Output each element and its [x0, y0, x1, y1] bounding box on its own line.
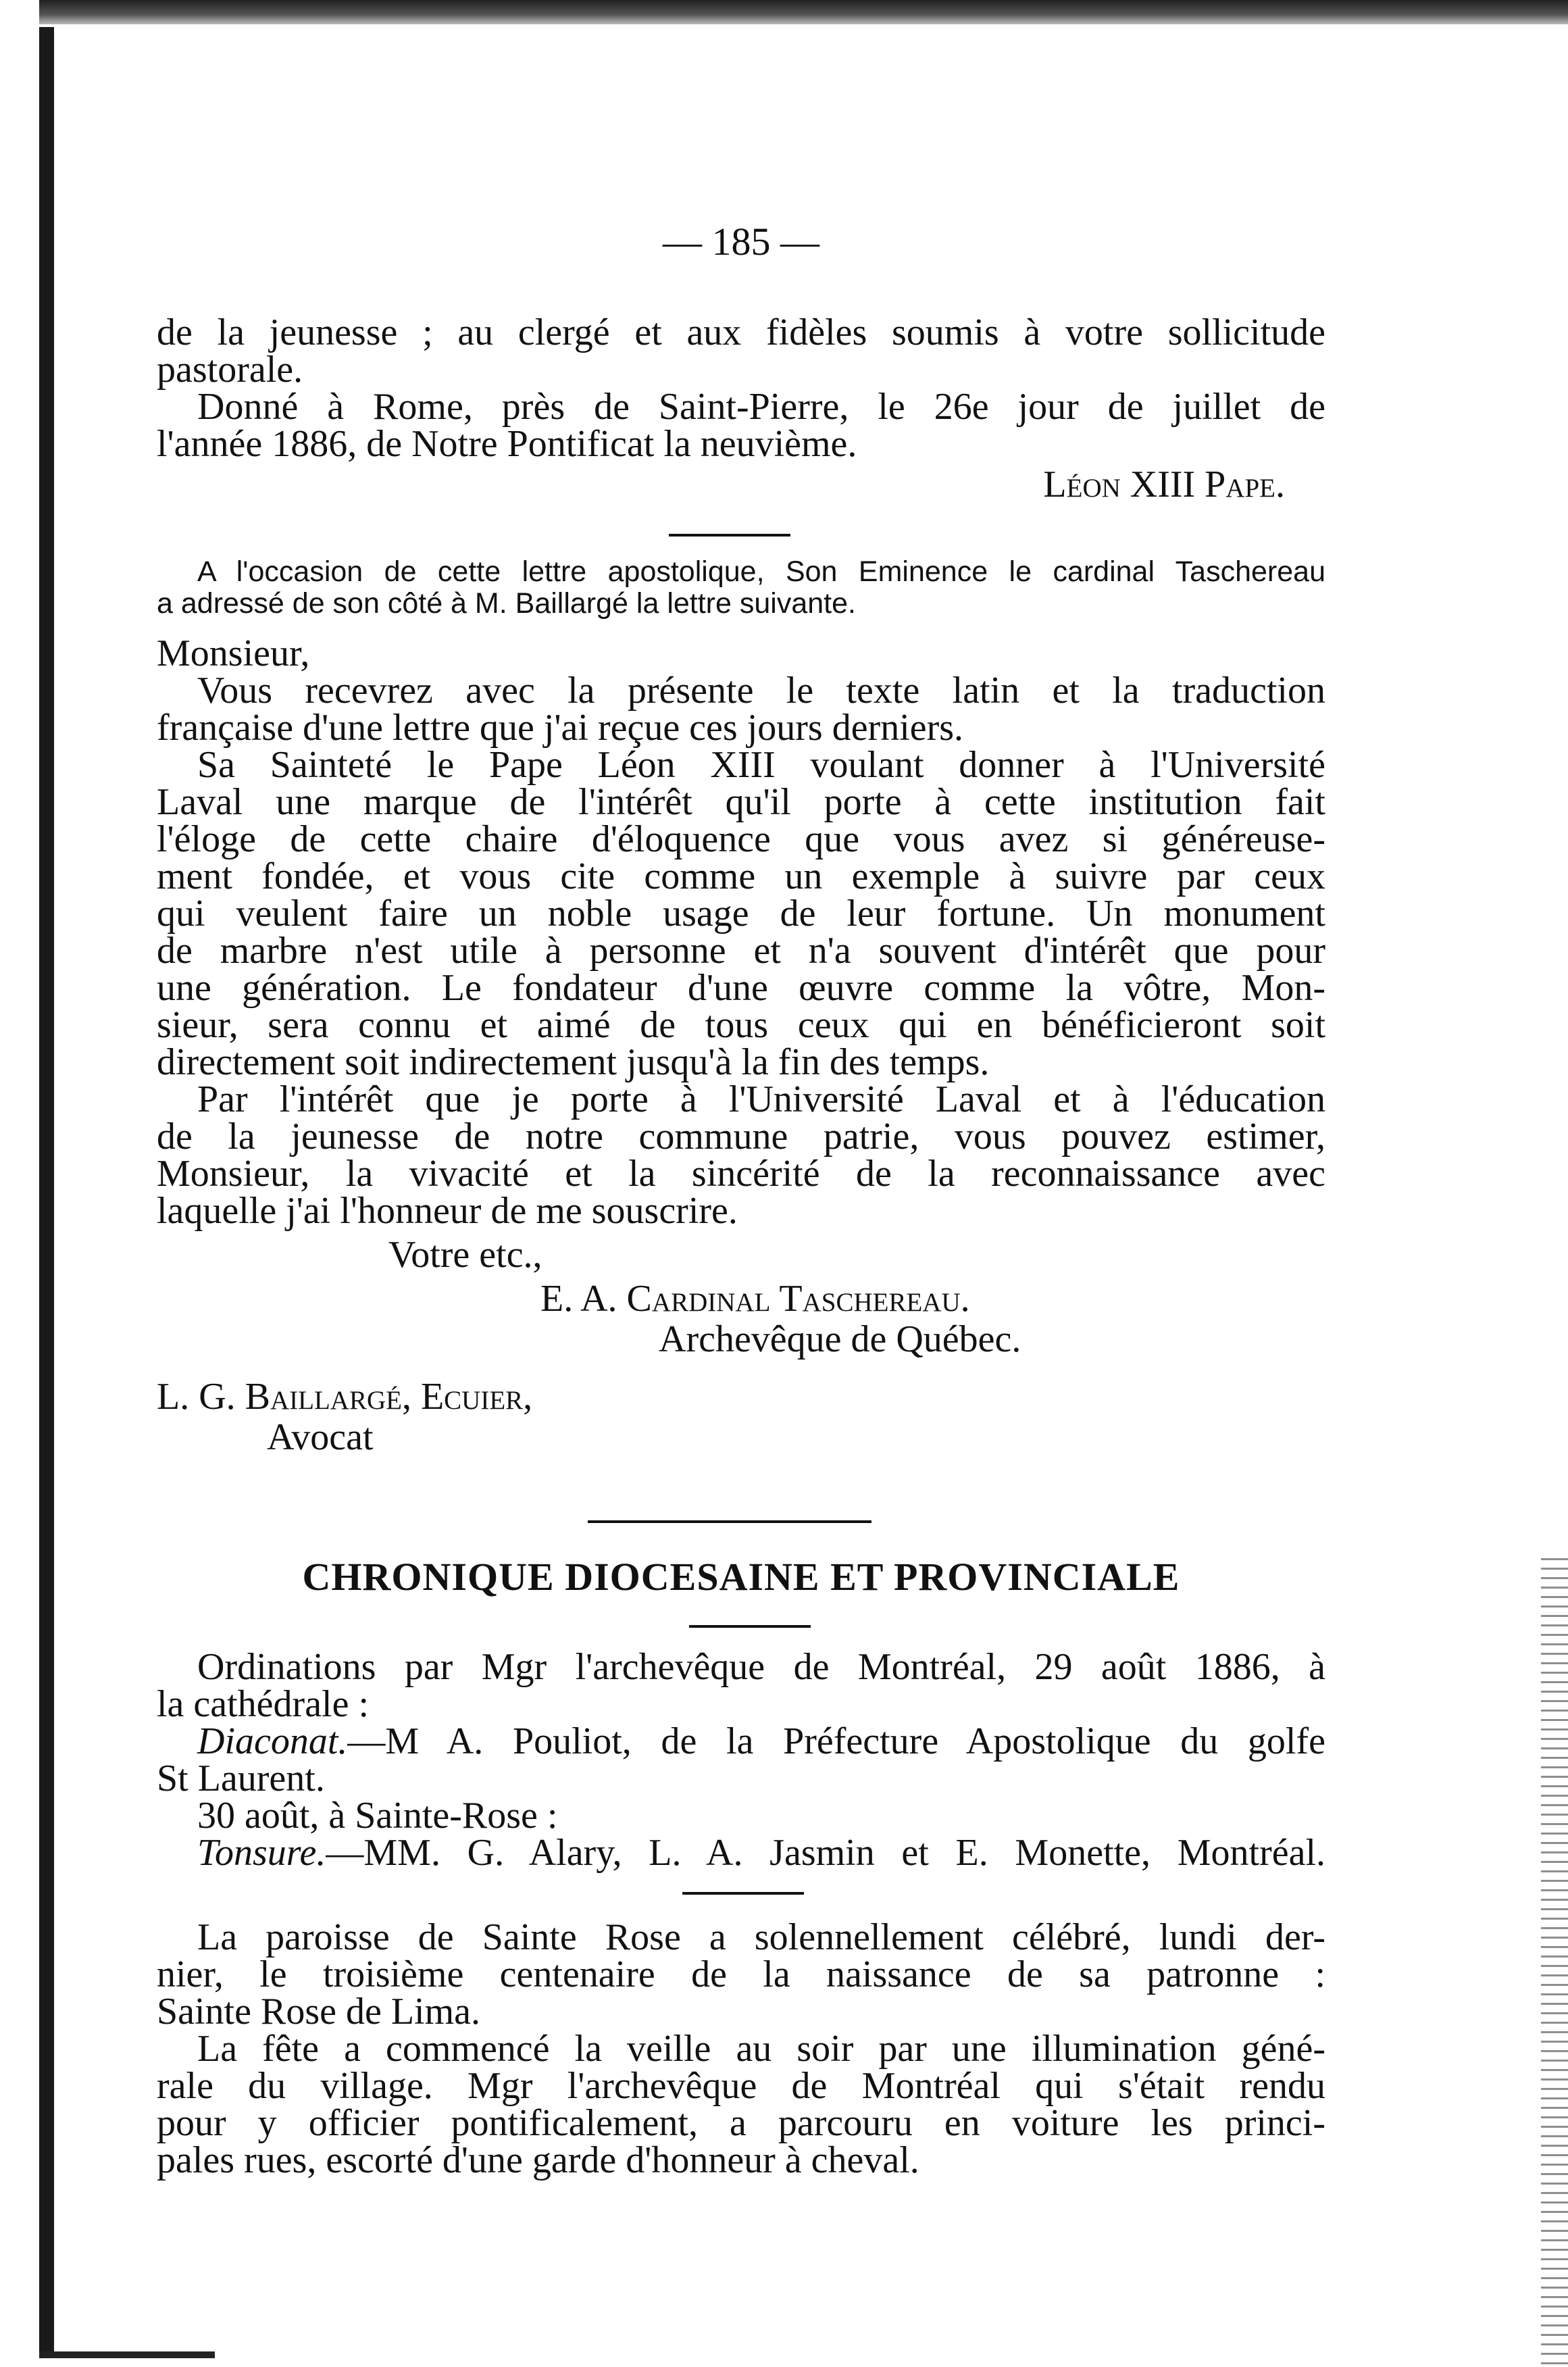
- letter-close-line-3: Donné à Rome, près de Saint-Pierre, le 26e jour de juillet de: [197, 386, 1325, 428]
- section-rule: [588, 1520, 871, 1523]
- letter2-p1-line-2: française d'une lettre que j'ai reçue ces jours derniers.: [157, 707, 964, 749]
- scan-bottom-mark: [39, 2351, 215, 2358]
- separator-rule-2: [682, 1892, 804, 1895]
- scan-top-border: [39, 0, 1568, 24]
- letter2-p1-line-1: Vous recevrez avec la présente le texte latin et la traduction: [197, 670, 1325, 712]
- tonsure-text: —MM. G. Alary, L. A. Jasmin et E. Monette, Montréal.: [326, 1832, 1325, 1874]
- note-line-2: a adressé de son côté à M. Baillargé la lettre suivante.: [157, 587, 856, 620]
- letter2-p2-line-1: Sa Sainteté le Pape Léon XIII voulant donner à l'Université: [197, 744, 1325, 786]
- letter2-p3-line-1: Par l'intérêt que je porte à l'Université Laval et à l'éducation: [197, 1078, 1325, 1120]
- diaconat-line-2: St Laurent.: [157, 1758, 325, 1799]
- ordinations-line-1: Ordinations par Mgr l'archevêque de Montréal, 29 août 1886, à: [197, 1646, 1325, 1688]
- letter2-p2-line-9: directement soit indirectement jusqu'à la fin des temps.: [157, 1041, 990, 1083]
- ordinations-line-2: la cathédrale :: [157, 1683, 370, 1725]
- papal-signature: Léon XIII Pape.: [1043, 464, 1285, 505]
- note-line-1: A l'occasion de cette lettre apostolique, Son Eminence le cardinal Taschereau: [197, 555, 1325, 588]
- chronicle-p2-line-3: pour y officier pontificalement, a parcouru en voiture les princi-: [157, 2102, 1325, 2144]
- chronicle-p2-line-2: rale du village. Mgr l'archevêque de Montréal qui s'était rendu: [157, 2065, 1325, 2107]
- date-line: 30 août, à Sainte-Rose :: [197, 1795, 558, 1837]
- separator-rule: [669, 534, 790, 537]
- letter2-p3-line-2: de la jeunesse de notre commune patrie, vous pouvez estimer,: [157, 1116, 1325, 1157]
- letter2-p2-line-8: sieur, sera connu et aimé de tous ceux qui en bénéficieront soit: [157, 1004, 1325, 1046]
- letter2-p2-line-3: l'éloge de cette chaire d'éloquence que vous avez si généreuse-: [157, 818, 1325, 860]
- letter2-p3-line-4: laquelle j'ai l'honneur de me souscrire.: [157, 1190, 738, 1232]
- cardinal-title: Archevêque de Québec.: [659, 1318, 1021, 1360]
- letter2-p2-line-2: Laval une marque de l'intérêt qu'il porte à cette institution fait: [157, 781, 1325, 823]
- chronicle-p1-line-2: nier, le troisième centenaire de la naissance de sa patronne :: [157, 1953, 1325, 1995]
- page-number: — 185 —: [663, 220, 819, 264]
- diaconat-label: Diaconat.: [197, 1720, 348, 1762]
- addressee-title: Avocat: [267, 1416, 374, 1458]
- cardinal-signature: E. A. Cardinal Taschereau.: [540, 1278, 970, 1320]
- letter2-p2-line-7: une génération. Le fondateur d'une œuvre comme la vôtre, Mon-: [157, 967, 1325, 1009]
- scan-left-border: [39, 27, 54, 2358]
- addressee-name: L. G. Baillargé, Ecuier,: [157, 1376, 533, 1418]
- diaconat-text: —M A. Pouliot, de la Préfecture Apostolique du golfe: [347, 1720, 1325, 1762]
- letter-close-line-2: pastorale.: [157, 349, 303, 391]
- tonsure-label: Tonsure.: [197, 1832, 326, 1874]
- letter-close-line-1: de la jeunesse ; au clergé et aux fidèles soumis à votre sollicitude: [157, 312, 1325, 353]
- closing: Votre etc.,: [388, 1234, 542, 1276]
- heading-underline: [689, 1625, 811, 1628]
- letter2-p2-line-4: ment fondée, et vous cite comme un exemple à suivre par ceux: [157, 855, 1325, 897]
- letter2-p3-line-3: Monsieur, la vivacité et la sincérité de la reconnaissance avec: [157, 1153, 1325, 1195]
- letter-close-line-4: l'année 1886, de Notre Pontificat la neuvième.: [157, 423, 857, 465]
- chronicle-p1-line-1: La paroisse de Sainte Rose a solennellement célébré, lundi der-: [197, 1916, 1325, 1958]
- scan-right-noise: [1541, 1554, 1568, 2365]
- chronicle-p1-line-3: Sainte Rose de Lima.: [157, 1991, 481, 2033]
- diaconat-line: [157, 1720, 1325, 1762]
- salutation: Monsieur,: [157, 632, 310, 674]
- chronicle-p2-line-1: La fête a commencé la veille au soir par une illumination géné-: [197, 2028, 1325, 2070]
- letter2-p2-line-5: qui veulent faire un noble usage de leur fortune. Un monument: [157, 893, 1325, 935]
- letter2-p2-line-6: de marbre n'est utile à personne et n'a souvent d'intérêt que pour: [157, 930, 1325, 972]
- section-heading: CHRONIQUE DIOCESAINE ET PROVINCIALE: [302, 1555, 1180, 1599]
- tonsure-line: [157, 1832, 1325, 1874]
- chronicle-p2-line-4: pales rues, escorté d'une garde d'honneur à cheval.: [157, 2139, 919, 2181]
